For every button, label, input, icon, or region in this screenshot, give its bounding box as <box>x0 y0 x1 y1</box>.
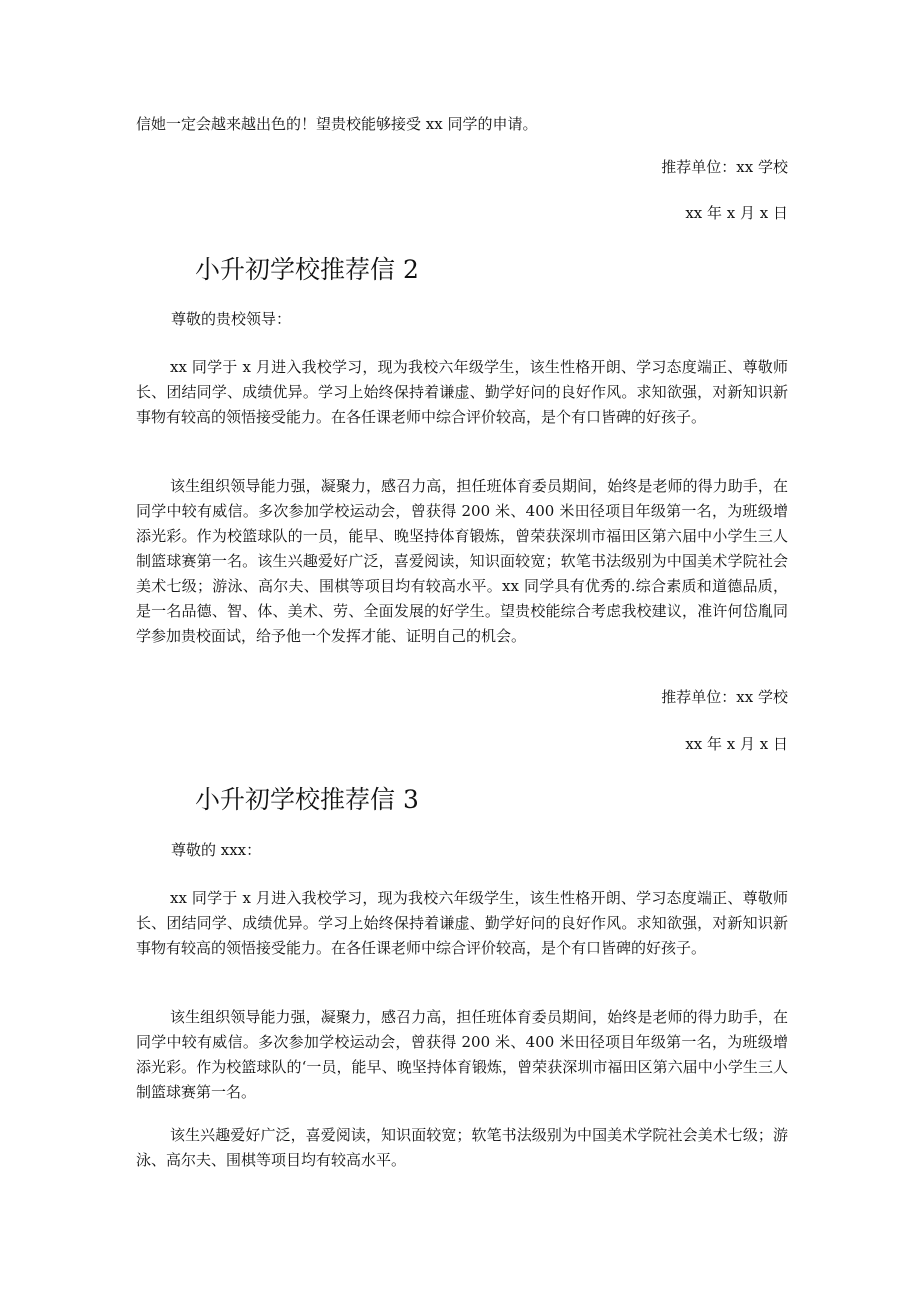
signature-date: xx 年 x 月 x 日 <box>685 204 788 222</box>
letter-3-paragraph-3: 该生兴趣爱好广泛，喜爱阅读，知识面较宽；软笔书法级别为中国美术学院社会美术七级；游泳、高尔夫、围棋等项目均有较高水平。 <box>136 1126 788 1169</box>
letter-2-salutation: 尊敬的贵校领导： <box>171 310 292 328</box>
letter-2-signature-date: xx 年 x 月 x 日 <box>685 735 788 753</box>
letter-2-title: 小升初学校推荐信 2 <box>195 255 419 284</box>
letter-2-paragraph-1: xx 同学于 x 月进入我校学习，现为我校六年级学生，该生性格开朗、学习态度端正、尊敬师长、团结同学、成绩优异。学习上始终保持着谦虚、勤学好问的良好作风。求知欲强，对新知识新事物有较高的领悟接受能力。在各任课老师中综合评价较高，是个有口皆碑的好孩子。 <box>136 358 788 426</box>
letter-3-paragraph-2: 该生组织领导能力强，凝聚力，感召力高，担任班体育委员期间，始终是老师的得力助手，在同学中较有威信。多次参加学校运动会，曾获得 200 米、400 米田径项目年级第一名，为班级增添光彩。作为校篮球队的‘一员，能早、晚坚持体育锻炼，曾荣获深圳市福田区第六届中小学生三人制篮球赛第一名。 <box>136 1008 788 1101</box>
letter-3-salutation: 尊敬的 xxx： <box>171 841 262 859</box>
signature-unit: 推荐单位：xx 学校 <box>661 158 788 176</box>
letter-3-title: 小升初学校推荐信 3 <box>195 785 419 814</box>
letter-3-paragraph-1: xx 同学于 x 月进入我校学习，现为我校六年级学生，该生性格开朗、学习态度端正、尊敬师长、团结同学、成绩优异。学习上始终保持着谦虚、勤学好问的良好作风。求知欲强，对新知识新事物有较高的领悟接受能力。在各任课老师中综合评价较高，是个有口皆碑的好孩子。 <box>136 889 788 957</box>
letter-2-paragraph-2: 该生组织领导能力强，凝聚力，感召力高，担任班体育委员期间，始终是老师的得力助手，在同学中较有威信。多次参加学校运动会，曾获得 200 米、400 米田径项目年级第一名，为班级增添光彩。作为校篮球队的一员，能早、晚坚持体育锻炼，曾荣获深圳市福田区第六届中小学生三人制篮球赛第一名。该生兴趣爱好广泛，喜爱阅读，知识面较宽；软笔书法级别为中国美术学院社会美术七级；游泳、高尔夫、围棋等项目均有较高水平。xx 同学具有优秀的.综合素质和道德品质，是一名品德、智、体、美术、劳、全面发展的好学生。望贵校能综合考虑我校建议，准许何岱胤同学参加贵校面试，给予他一个发挥才能、证明自己的机会。 <box>136 477 788 645</box>
letter-2-signature-unit: 推荐单位：xx 学校 <box>661 688 788 706</box>
closing-line: 信她一定会越来越出色的！望贵校能够接受 xx 同学的申请。 <box>136 115 538 133</box>
